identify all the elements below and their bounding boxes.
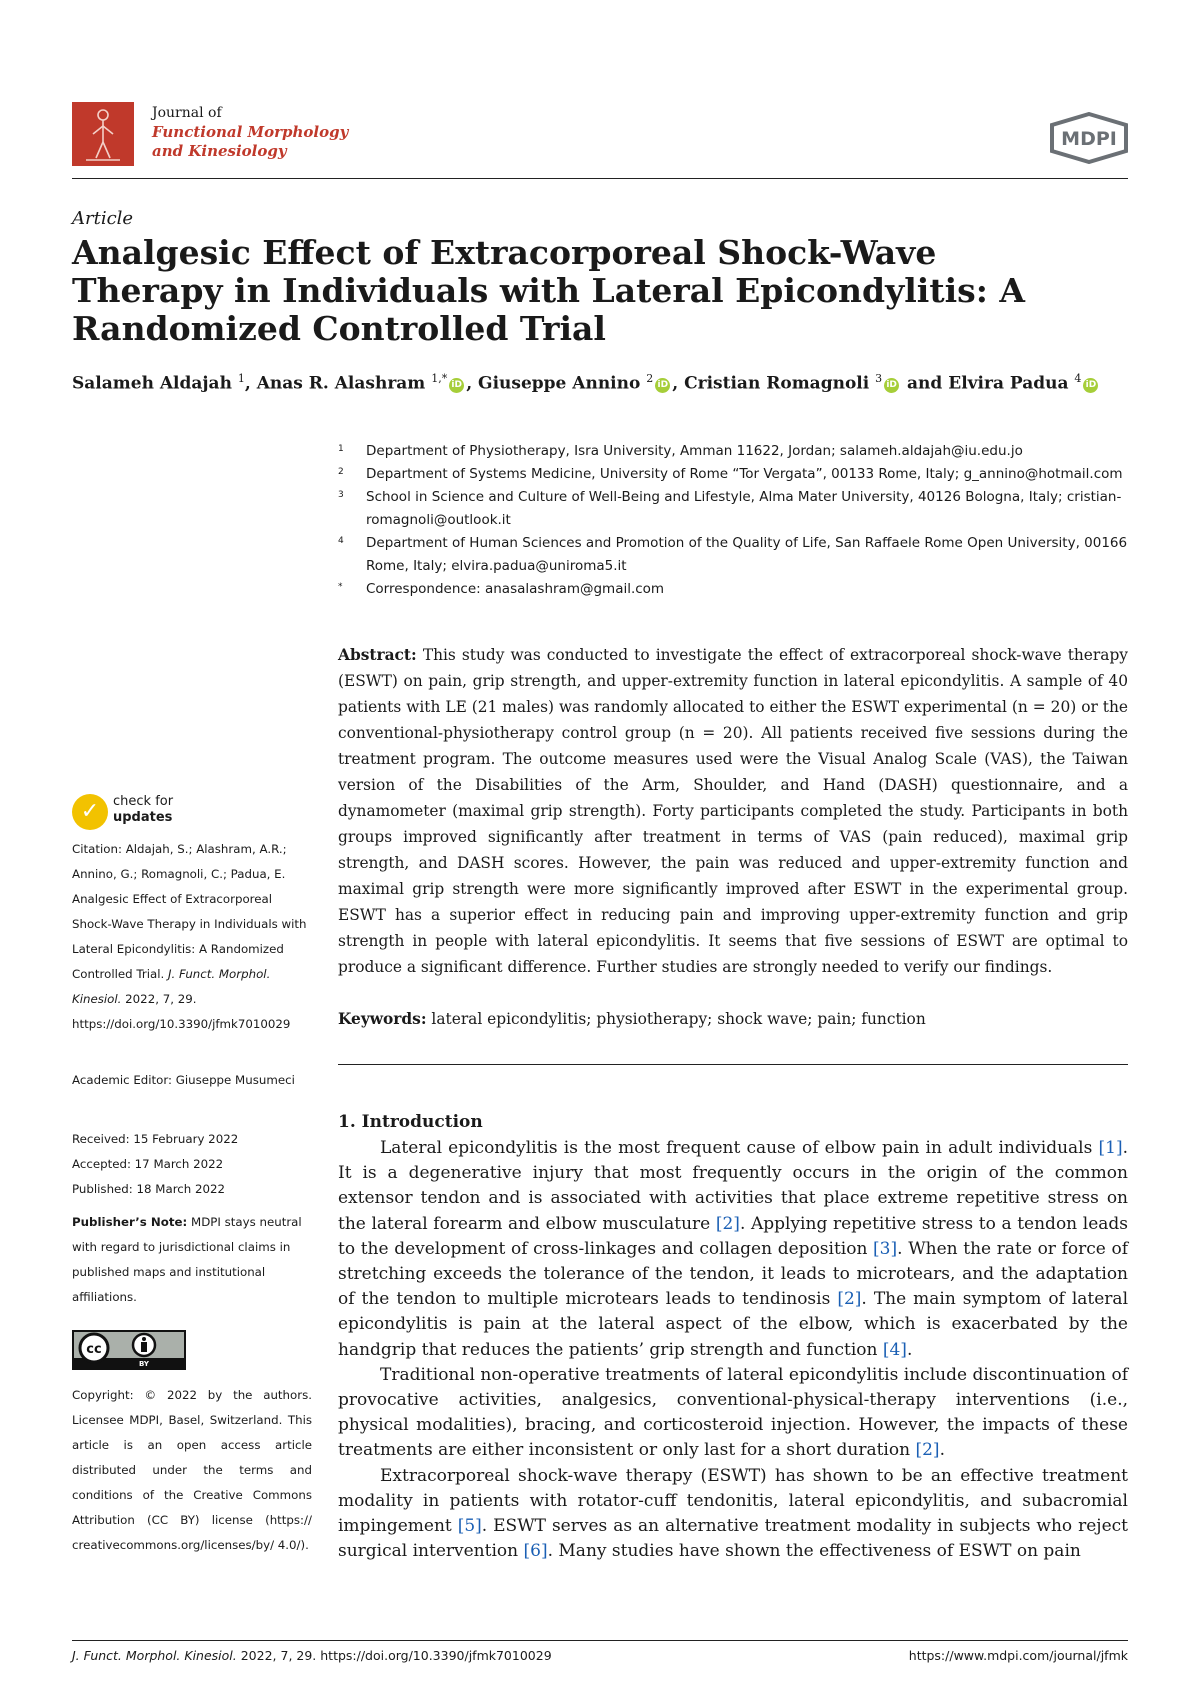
intro-paragraph: [338, 1464, 1128, 1565]
citation-link[interactable]: [5]: [457, 1516, 482, 1537]
footer-journal-url[interactable]: https://www.mdpi.com/journal/jfmk: [908, 1648, 1128, 1663]
affiliation-item: [338, 578, 1128, 601]
citation-link[interactable]: [1]: [1098, 1138, 1123, 1158]
author-name: Elvira Padua: [948, 373, 1069, 394]
affiliation-marker: *: [338, 582, 343, 592]
author-separator: ,: [466, 373, 479, 394]
keywords-text: lateral epicondylitis; physiotherapy; shock wave; pain; function: [431, 1010, 926, 1028]
affiliation-marker: 4: [338, 536, 344, 546]
affiliations: [338, 440, 1128, 601]
intro-text: . Applying repetitive stress to a tendon leads to the development of cross-linkages and collagen deposition: [338, 1213, 1128, 1259]
footer-journal: J. Funct. Morphol. Kinesiol.: [72, 1648, 237, 1663]
author-affiliation-marker: 3: [875, 372, 883, 385]
publishers-note-text: MDPI stays neutral with regard to jurisdictional claims in published maps and institutional affiliations.: [72, 1215, 302, 1304]
header-divider: [72, 178, 1128, 179]
citation-link[interactable]: [2]: [915, 1440, 940, 1461]
abstract-text: This study was conducted to investigate the effect of extracorporeal shock-wave therapy (ESWT) on pain, grip strength, and upper-extremity function in lateral epicondylitis. A sample of 40 patients with LE (21 males) was randomly allocated to either the ESWT experimental (n = 20) or the conventional-physiotherapy control group (n = 20). All patients received five sessions during the treatment program. The outcome measures used were the Visual Analog Scale (VAS), the Taiwan version of the Disabilities of the Arm, Shoulder, and Hand (DASH) questionnaire, and a dynamometer (maximal grip strength). Forty participants completed the study. Participants in both groups improved significantly after treatment in terms of VAS (pain reduced), maximal grip strength, and DASH scores. However, the pain was reduced and upper-extremity function and maximal grip strength were more significantly improved after ESWT in the experimental group. ESWT has a superior effect in reducing pain and improving upper-extremity function and grip strength in people with lateral epicondylitis. It seems that five sessions of ESWT are optimal to produce a significant difference. Further studies are strongly needed to verify our findings.: [338, 646, 1128, 976]
author-name: Anas R. Alashram: [256, 373, 426, 394]
intro-text: .: [939, 1440, 945, 1461]
affiliation-text: School in Science and Culture of Well-Being and Lifestyle, Alma Mater University, 40126 Bologna, Italy; cristian-romagnoli@outlook.it: [366, 489, 1122, 528]
cc-by-icon: [74, 1332, 184, 1368]
affiliation-marker: 2: [338, 467, 344, 477]
author-name: Salameh Aldajah: [72, 373, 232, 394]
author-affiliation-marker: 2: [646, 372, 654, 385]
cc-by-license-badge[interactable]: [72, 1330, 186, 1370]
intro-paragraph: [338, 1363, 1128, 1464]
footer-citation: [72, 1648, 552, 1663]
author-name: Cristian Romagnoli: [684, 373, 870, 394]
dates-block: [72, 1127, 312, 1202]
author-name: Giuseppe Annino: [478, 373, 641, 394]
journal-title: [152, 104, 348, 161]
citation-link[interactable]: [6]: [523, 1541, 548, 1562]
mdpi-hexagon-icon: [1048, 112, 1130, 164]
affiliation-marker: 1: [338, 444, 344, 454]
affiliation-item: [338, 463, 1128, 486]
author-list: [72, 372, 1132, 394]
journal-name-line-1: Functional Morphology: [152, 123, 349, 141]
citation-link[interactable]: [2]: [837, 1289, 862, 1310]
orcid-icon[interactable]: iD: [884, 378, 899, 393]
intro-text: . It is a degenerative injury that most frequently occurs in the origin of the common extensor tendon and is associated with activities that place extreme repetitive stress on the lateral forearm and elbow musculature: [338, 1138, 1128, 1234]
author-affiliation-marker: 4: [1074, 372, 1082, 385]
citation-link[interactable]: [2]: [715, 1213, 740, 1234]
affiliation-item: [338, 486, 1128, 532]
intro-text: . ESWT serves as an alternative treatment modality in subjects who reject surgical intervention: [338, 1516, 1128, 1562]
accepted-date: Accepted: 17 March 2022: [72, 1157, 224, 1171]
mdpi-logo: [1048, 112, 1130, 164]
intro-text: Extracorporeal shock-wave therapy (ESWT) has shown to be an effective treatment modality in patients with rotator-cuff tendonitis, lateral epicondylitis, and subacromial impingement: [338, 1465, 1128, 1537]
author-affiliation-marker: 1,*: [431, 372, 448, 385]
journal-of-label: Journal of: [152, 105, 222, 121]
article-type: Article: [72, 208, 134, 229]
cc-label: cc: [86, 1342, 102, 1357]
orcid-icon[interactable]: iD: [655, 378, 670, 393]
author-separator: ,: [672, 373, 685, 394]
check-for-updates-label[interactable]: [113, 794, 173, 826]
orcid-icon[interactable]: iD: [449, 378, 464, 393]
copyright-text: Copyright: © 2022 by the authors. Licensee MDPI, Basel, Switzerland. This article is an open access article distributed under the terms and conditions of the Creative Commons Attribution (CC BY) license (https:// creativecommons.org/licenses/by/ 4.0/).: [72, 1388, 312, 1552]
article-title: Analgesic Effect of Extracorporeal Shock-Wave Therapy in Individuals with Lateral Epicondylitis: A Randomized Controlled Trial: [72, 233, 1025, 348]
publishers-note-label: Publisher’s Note:: [72, 1215, 188, 1229]
citation-link[interactable]: [3]: [873, 1238, 898, 1259]
citation-label: Citation:: [72, 842, 122, 856]
by-label: BY: [138, 1360, 150, 1368]
abstract: [338, 642, 1128, 980]
academic-editor: [72, 1068, 312, 1093]
check-for-updates-line-2: updates: [113, 810, 173, 825]
affiliation-text: Department of Human Sciences and Promotion of the Quality of Life, San Raffaele Rome Open University, 00166 Rome, Italy; elvira.padua@uniroma5.it: [366, 535, 1128, 574]
intro-text: . When the rate or force of stretching exceeds the tolerance of the tendon, it leads to microtears, and the adaptation of the tendon to multiple microtears leads to tendinosis: [338, 1238, 1128, 1310]
editor-label: Academic Editor:: [72, 1073, 173, 1087]
section-heading-introduction: 1. Introduction: [338, 1112, 483, 1132]
check-for-updates-line-1: check for: [113, 794, 174, 809]
citation-rest[interactable]: 2022, 7, 29. https://doi.org/10.3390/jfmk7010029: [72, 992, 291, 1031]
citation-journal: J. Funct. Morphol. Kinesiol.: [72, 967, 271, 1006]
intro-text: Lateral epicondylitis is the most frequent cause of elbow pain in adult individuals: [380, 1138, 1099, 1158]
intro-paragraph: [338, 1136, 1128, 1363]
intro-text: . Many studies have shown the effectiveness of ESWT on pain: [547, 1541, 1081, 1562]
affiliation-marker: 3: [338, 490, 344, 500]
citation-block: [72, 837, 312, 1037]
keywords: [338, 1006, 1128, 1032]
affiliation-item: [338, 532, 1128, 578]
intro-text: .: [906, 1339, 913, 1360]
received-date: Received: 15 February 2022: [72, 1132, 239, 1146]
publishers-note: [72, 1210, 312, 1310]
abstract-label: Abstract:: [338, 646, 417, 664]
orcid-icon[interactable]: iD: [1083, 378, 1098, 393]
affiliation-item: [338, 440, 1128, 463]
copyright-notice: [72, 1383, 312, 1558]
figure-icon: [72, 102, 134, 166]
abstract-divider: [338, 1064, 1128, 1065]
footer-doi[interactable]: 2022, 7, 29. https://doi.org/10.3390/jfmk7010029: [240, 1648, 552, 1663]
author-separator: ,: [244, 373, 257, 394]
introduction-body: [338, 1136, 1128, 1564]
journal-name-line-2: and Kinesiology: [152, 142, 287, 160]
citation-text: Aldajah, S.; Alashram, A.R.; Annino, G.; Romagnoli, C.; Padua, E. Analgesic Effect of Extracorporeal Shock-Wave Therapy in Individuals with Lateral Epicondylitis: A Randomized Controlled Trial.: [72, 842, 307, 981]
check-for-updates-icon[interactable]: ✓: [72, 794, 108, 830]
intro-text: Traditional non-operative treatments of lateral epicondylitis include discontinuation of provocative activities, analgesics, conventional-physical-therapy interventions (i.e., physical modalities), bracing, and corticosteroid injection. However, the impacts of these treatments are either inconsistent or only last for a short duration: [338, 1364, 1128, 1461]
affiliation-text: Correspondence: anasalashram@gmail.com: [366, 581, 665, 597]
editor-name: Giuseppe Musumeci: [175, 1073, 295, 1087]
affiliation-text: Department of Physiotherapy, Isra University, Amman 11622, Jordan; salameh.aldajah@iu.edu.jo: [366, 443, 1023, 459]
publisher-name: MDPI: [1061, 128, 1117, 150]
published-date: Published: 18 March 2022: [72, 1182, 226, 1196]
intro-text: . The main symptom of lateral epicondylitis is pain at the lateral aspect of the elbow, which is exacerbated by the handgrip that reduces the patients’ grip strength and function: [338, 1289, 1129, 1360]
footer-divider: [72, 1640, 1128, 1641]
author-affiliation-marker: 1: [237, 372, 245, 385]
keywords-label: Keywords:: [338, 1010, 427, 1028]
author-separator: and: [901, 373, 949, 394]
journal-logo: [72, 102, 134, 166]
citation-link[interactable]: [4]: [882, 1339, 907, 1360]
affiliation-text: Department of Systems Medicine, University of Rome “Tor Vergata”, 00133 Rome, Italy; g_annino@hotmail.com: [366, 466, 1123, 482]
